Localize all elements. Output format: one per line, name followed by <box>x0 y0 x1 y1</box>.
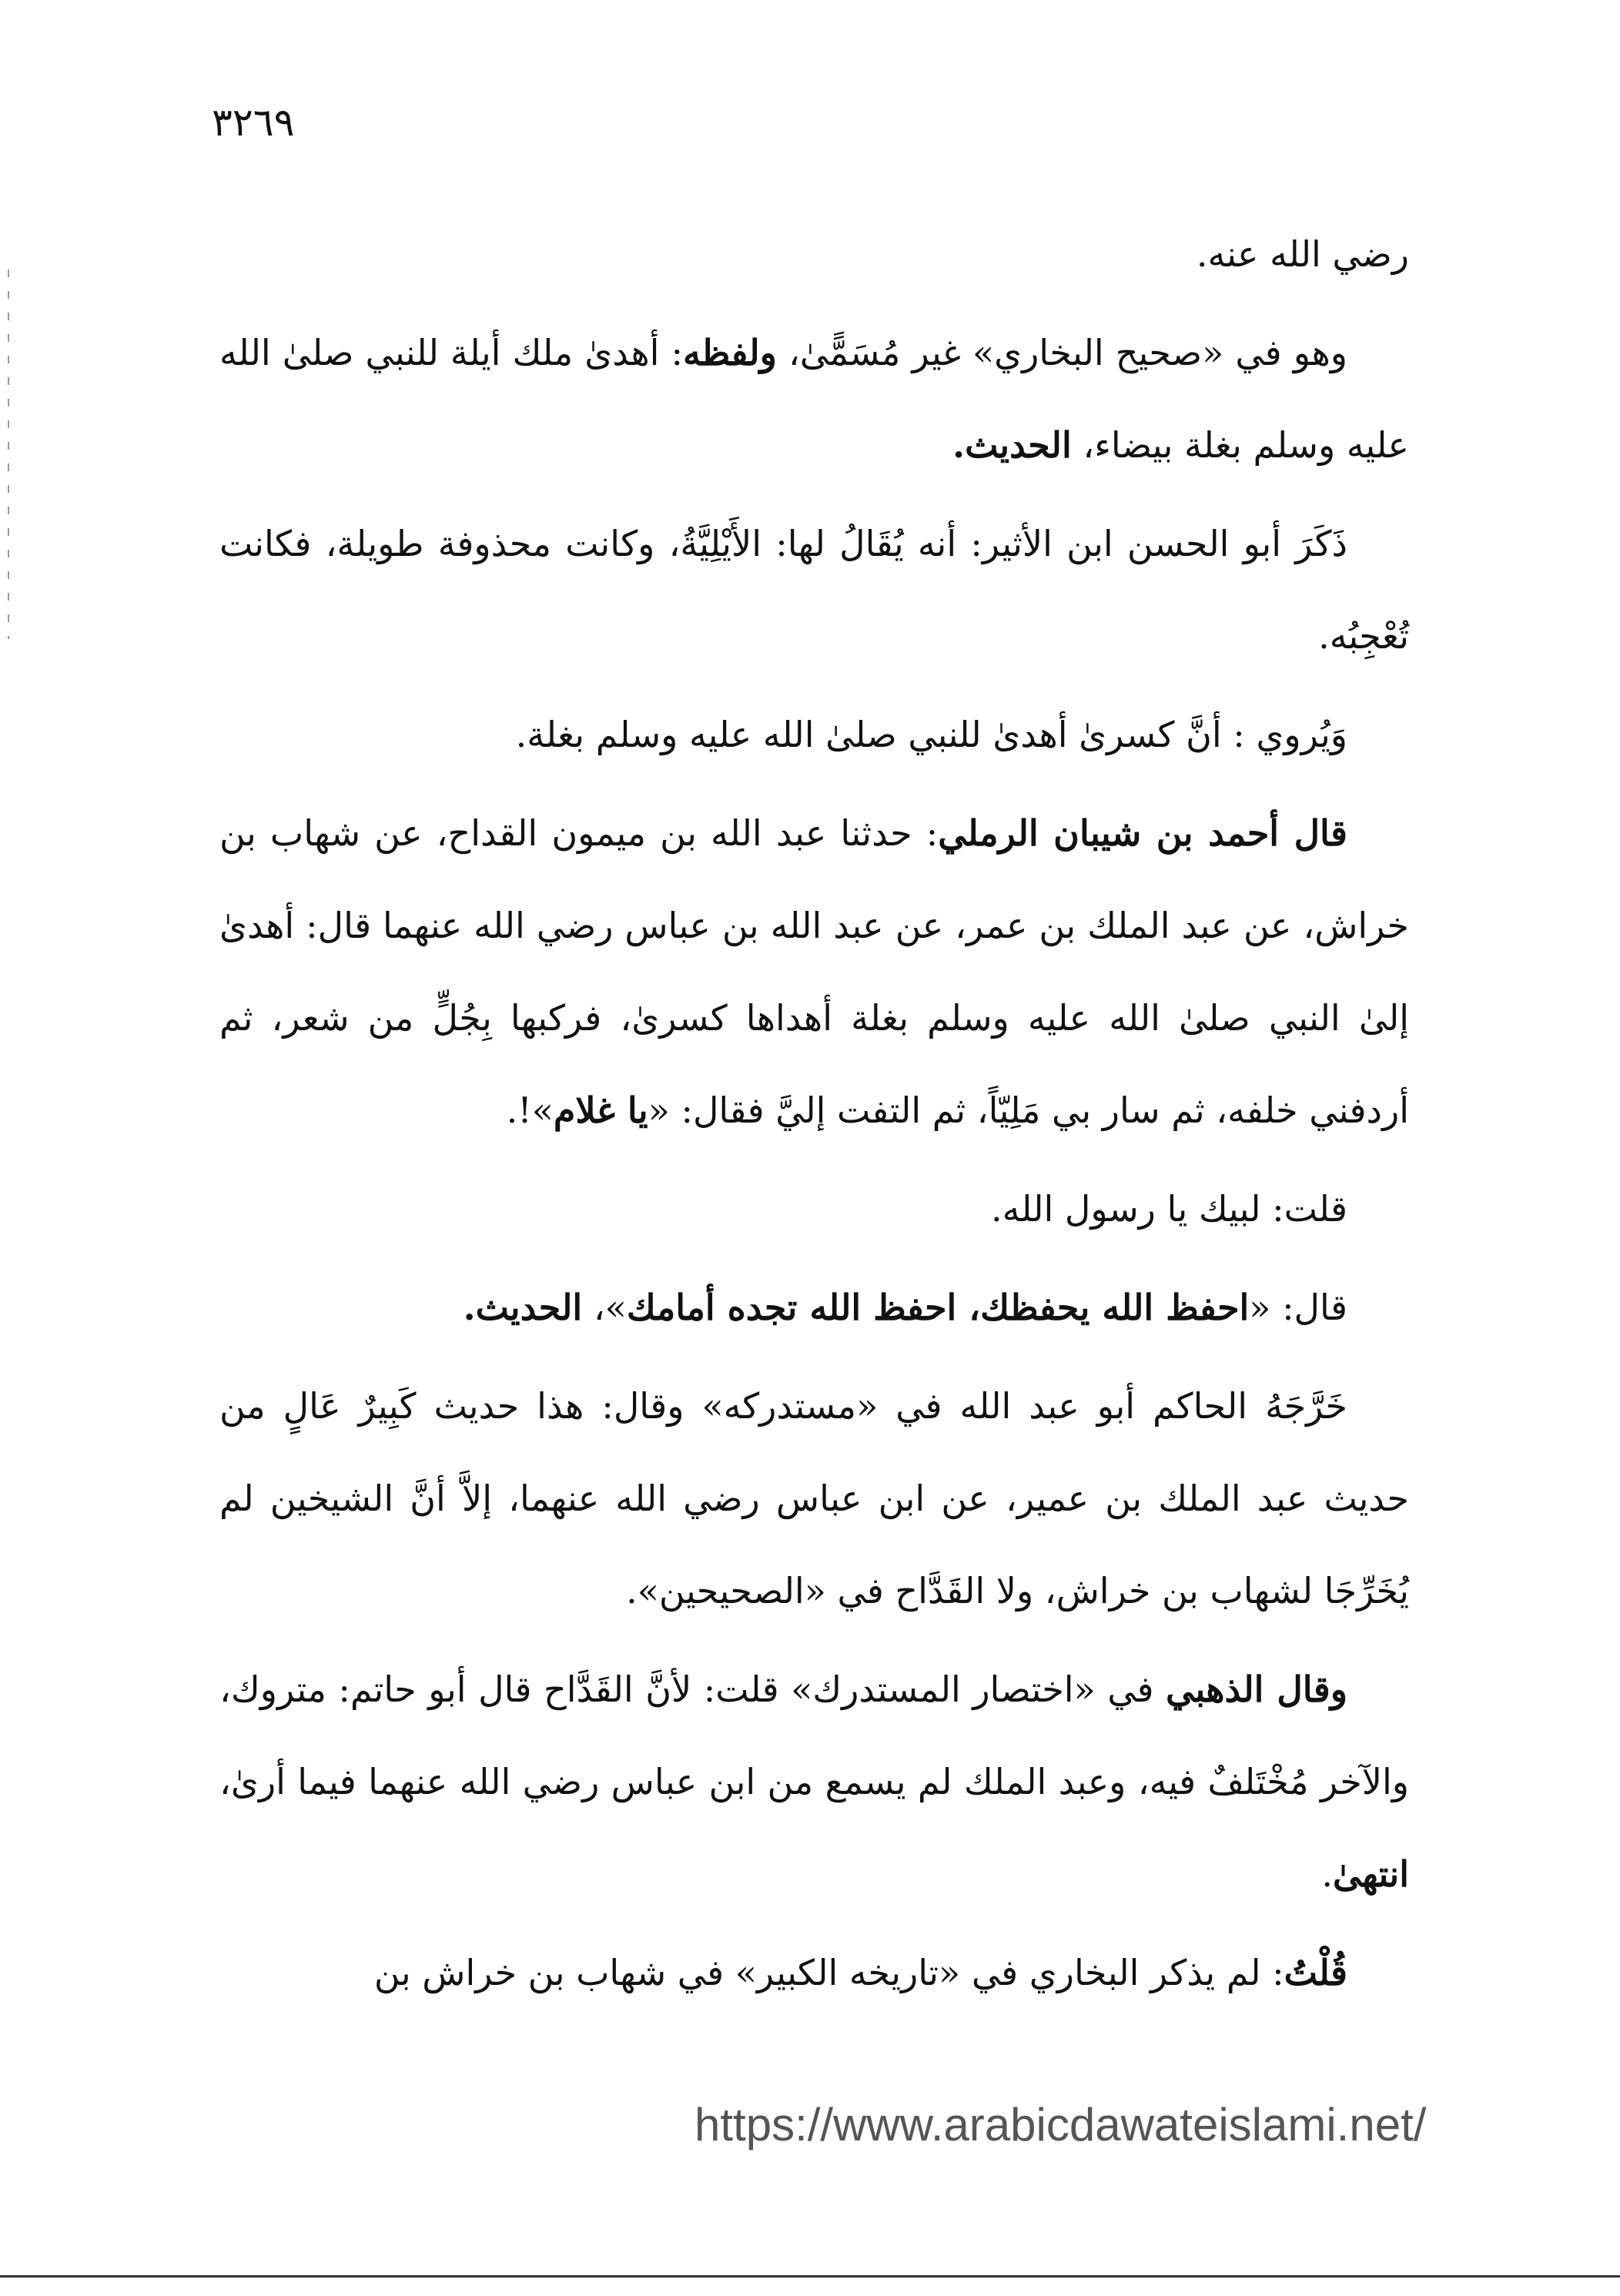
text-segment: : حدثنا عبد الله بن ميمون القداح، عن شهاب بن خراش، عن عبد الملك بن عمر، عن عبد الله بن عباس رضي الله عنهما قال: أهدىٰ إلىٰ النبي صلىٰ الله عليه وسلم بغلة أهداها كسرىٰ، فركبها بِجُلٍّ من شعر، ثم أردفني خلفه، ثم سار بي مَلِيّاً، ثم التفت إليَّ فقال: « <box>219 812 1409 1131</box>
text-segment: وَيُروي : أنَّ كسرىٰ أهدىٰ للنبي صلىٰ الله عليه وسلم بغلة. <box>515 714 1347 755</box>
text-segment: : لم يذكر البخاري في «تاريخه الكبير» في شهاب بن خراش بن <box>373 1952 1284 1993</box>
paragraph <box>219 1643 1409 1920</box>
text-segment: في «اختصار المستدرك» قلت: لأنَّ القَدَّاح قال أبو حاتم: متروك، والآخر مُخْتَلفٌ فيه، وعبد الملك لم يسمع من ابن عباس رضي الله عنهما فيما أرىٰ، <box>219 1668 1409 1802</box>
text-segment: رضي الله عنه. <box>1196 233 1409 275</box>
watermark-url: https://www.arabicdawateislami.net/ <box>695 2099 1427 2150</box>
paragraph <box>219 1163 1409 1255</box>
text-segment: »!. <box>506 1089 554 1131</box>
bold-text-segment: قال أحمد بن شيبان الرملي <box>938 812 1347 854</box>
bold-text-segment: يا غلام <box>553 1089 648 1131</box>
text-segment: : أهدىٰ ملك أيلة للنبي صلىٰ الله عليه وسلم بغلة بيضاء، <box>219 332 1409 466</box>
text-segment: »، <box>582 1287 627 1328</box>
paragraph <box>219 1261 1409 1354</box>
bold-text-segment: احفظ الله يحفظك، احفظ الله تجده أمامك <box>626 1287 1250 1328</box>
bold-text-segment: قُلْتُ <box>1284 1952 1347 1993</box>
paragraph <box>219 208 1409 300</box>
paragraph <box>219 1926 1409 2019</box>
bold-text-segment: الحديث. <box>952 424 1072 466</box>
paragraph <box>219 497 1409 682</box>
text-segment: خَرَّجَهُ الحاكم أبو عبد الله في «مستدركه» وقال: هذا حديث كَبِيرٌ عَالٍ من حديث عبد الملك بن عمير، عن ابن عباس رضي الله عنهما، إلاَّ أنَّ الشيخين لم يُخَرِّجَا لشهاب بن خراش، ولا القَدَّاح في «الصحيحين». <box>219 1385 1409 1612</box>
paragraph <box>219 1360 1409 1637</box>
scan-edge-marks <box>8 269 9 639</box>
bold-text-segment: ولفظه <box>683 332 777 373</box>
page-body-text <box>219 208 1409 2025</box>
text-segment: . <box>1321 1853 1333 1895</box>
paragraph <box>219 306 1409 491</box>
paragraph <box>219 688 1409 781</box>
page-number: ٣٢٦٩ <box>212 100 295 145</box>
text-segment: وهو في «صحيح البخاري» غير مُسَمًّىٰ، <box>776 332 1347 373</box>
bold-text-segment: الحديث. <box>463 1287 583 1328</box>
paragraph <box>219 787 1409 1156</box>
text-segment: قلت: لبيك يا رسول الله. <box>991 1188 1347 1230</box>
text-segment: ذَكَرَ أبو الحسن ابن الأثير: أنه يُقَالُ لها: الأَيْلِيَّةُ، وكانت محذوفة طويلة، فكانت تُعْجِبُه. <box>219 523 1409 657</box>
bold-text-segment: وقال الذهبي <box>1166 1668 1347 1710</box>
bottom-rule <box>0 2275 1620 2278</box>
text-segment: قال: « <box>1249 1287 1347 1328</box>
bold-text-segment: انتهىٰ <box>1332 1853 1409 1895</box>
